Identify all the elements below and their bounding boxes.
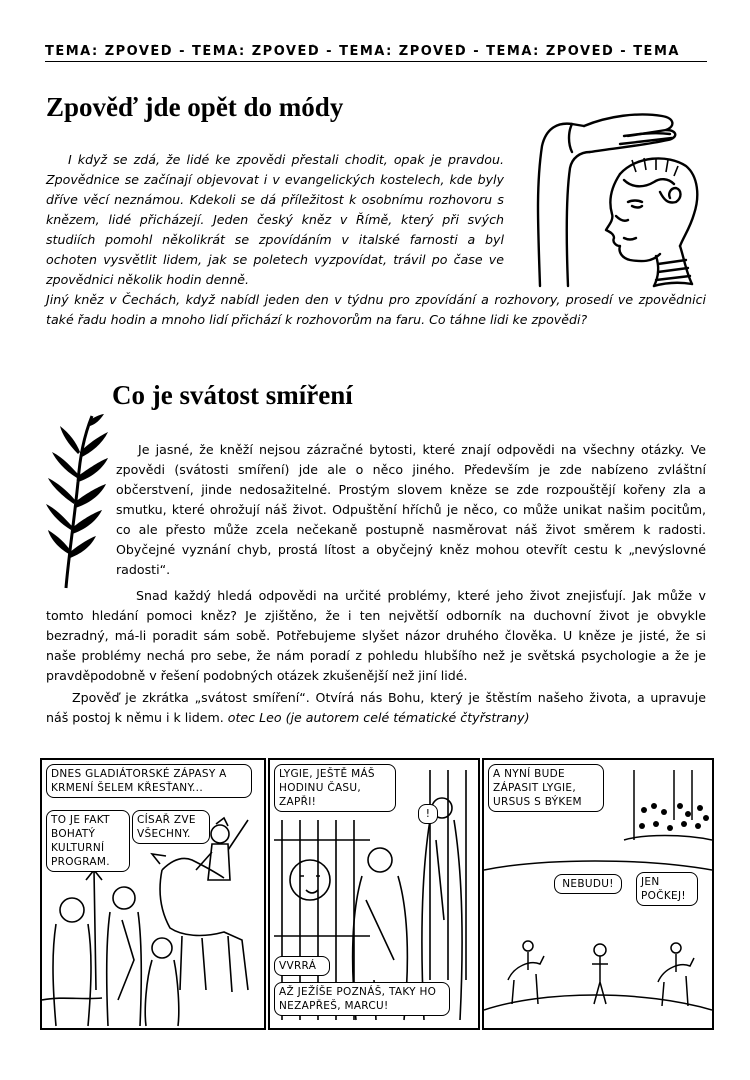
comic-panel-2-bubble-1: LYGIE, JEŠTĚ MÁŠ HODINU ČASU, ZAPŘI! xyxy=(274,764,396,812)
article2-paragraph-2: Snad každý hledá odpovědi na určité problémy, které jeho život znejisťují. Jak může v tomto hledání pomoci kněz? Je zjištěno, že i ten největší odborník na duchovní život je obvykle bezradný, má-li poradit sám sobě. Potřebujeme slyšet názor druhého člověka. U kněze je jisté, že si naše problémy nechá pro sebe, že nám poradí z pohledu hlubšího než je světská psychologie a že je pravděpodobně v řešení podobných otázek zkušenější než jiní lidé. xyxy=(46,588,706,683)
comic-panel-2-bubble-3: VVRRÁ xyxy=(274,956,330,976)
comic-panel-2 xyxy=(268,758,480,1030)
comic-panel-1-bubble-2: TO JE FAKT BOHATÝ KULTURNÍ PROGRAM. xyxy=(46,810,130,872)
article2-paragraph-3-text: Zpověď je zkrátka „svátost smíření“. Otvírá nás Bohu, který je štěstím našeho života, a upravuje náš postoj k němu i k lidem. xyxy=(46,690,706,725)
comic-panel-1-art xyxy=(42,760,264,1028)
topic-header-band: TÉMA: ZPOVĚĎ - TÉMA: ZPOVĚĎ - TÉMA: ZPOVĚĎ - TÉMA: ZPOVĚĎ - TÉMA xyxy=(45,44,707,62)
comic-panel-1 xyxy=(40,758,266,1030)
comic-panel-2-bubble-4: AŽ JEŽÍŠE POZNÁŠ, TAKY HO NEZAPŘEŠ, MARCU! xyxy=(274,982,450,1016)
comic-panel-1-bubble-1: DNES GLADIÁTORSKÉ ZÁPASY A KRMENÍ ŠELEM KŘESŤANY... xyxy=(46,764,252,798)
comic-panel-3-bubble-3: JEN POČKEJ! xyxy=(636,872,698,906)
article2-paragraph-1: Je jasné, že kněží nejsou zázračné bytosti, které znají odpovědi na všechny otázky. Ve zpovědi (svátosti smíření) jde ale o něco jiného. Především je zde nabízeno zvláštní občerstvení, jinde nedosažitelné. Prostým slovem kněze se zde rozpouštějí kořeny zla a smutku, které ohrožují náš život. Odpuštění hříchů je něco, co může unikat našim pocitům, co ale přesto může zcela nečekaně postupně nasměrovat náš život směrem k radosti. Obyčejné vyznání chyb, prostá lítost a obyčejný kněz mohou otevřít cestu k „nevýslovné radosti“. xyxy=(116,442,706,577)
article1-paragraph-part1: I když se zdá, že lidé ke zpovědi přestali chodit, opak je pravdou. Zpovědnice se začínají objevovat i v evangelických kostelech, kde byly dříve věcí neznámou. Kdekoli se dá příležitost k osobnímu rozhovoru s knězem, lidé přicházejí. Jeden český kněz v Římě, který při svých studiích pomohl několikrát se zpovídáním v italské farnosti a byl ochoten vysvětlit lidem, jak se poletech vyzpovídat, trávil po čase ve zpovědnici několik hodin denně. xyxy=(46,152,504,287)
confession-illustration xyxy=(528,96,700,288)
comic-panel-3-bubble-2: NEBUDU! xyxy=(554,874,622,894)
author-signature: otec Leo (je autorem celé tématické čtyřstrany) xyxy=(227,710,530,725)
comic-strip xyxy=(40,758,714,1028)
comic-panel-2-bubble-2: ! xyxy=(418,804,438,824)
comic-panel-3-bubble-1: A NYNÍ BUDE ZÁPASIT LYGIE, URSUS S BÝKEM xyxy=(488,764,604,812)
article2-paragraph-3 xyxy=(46,688,706,728)
article1-paragraph-part2: Jiný kněz v Čechách, když nabídl jeden den v týdnu pro zpovídání a rozhovory, prosedí ve zpovědnici také řadu hodin a mnoho lidí přichází k rozhovorům na faru. Co táhne lidi ke zpovědi? xyxy=(46,292,706,327)
comic-panel-1-bubble-3: CÍSAŘ ZVE VŠECHNY. xyxy=(132,810,210,844)
comic-panel-3 xyxy=(482,758,714,1030)
palm-branch-illustration xyxy=(44,412,110,590)
article-title-confession: Zpověď jde opět do módy xyxy=(46,92,344,122)
article-title-sacrament: Co je svátost smíření xyxy=(112,380,353,410)
